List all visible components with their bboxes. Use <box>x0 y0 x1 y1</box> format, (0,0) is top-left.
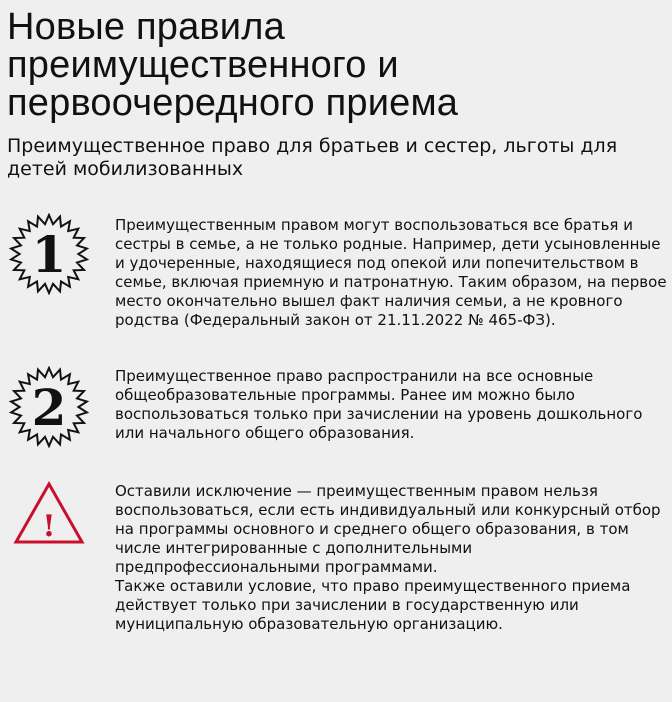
rule-item-2 <box>0 362 672 472</box>
warning-exclamation: ! <box>42 509 56 544</box>
badge-number-1: 1 <box>31 225 67 284</box>
title-line-3: первоочередного приема <box>7 82 459 124</box>
rule-item-1 <box>0 213 672 363</box>
rule-text-3-extra: Также оставили условие, что право преимущественного приема действует только при зачислении в государственную или муниципальную образовательную организацию. <box>115 577 631 633</box>
rule-text-3: Оставили исключение — преимущественным правом нельзя воспользоваться, если есть индивидуальный или конкурсный отбор на программы основного и среднего общего образования, в том числе интегрированные с дополнительными предпрофессиональными программами. <box>115 482 661 576</box>
title-line-1: Новые правила <box>7 6 285 48</box>
page-title <box>7 8 667 122</box>
warning-triangle-icon <box>12 480 86 546</box>
rule-text-1: Преимущественным правом могут воспользоваться все братья и сестры в семье, а не только родные. Например, дети усыновленные и удочеренные, находящиеся под опекой или попечительством в семье, включая приемную и патронатную. Таким образом, на первое место окончательно вышел факт наличия семьи, а не кровного родства (Федеральный закон от 21.11.2022 № 465-ФЗ). <box>115 216 667 329</box>
starburst-badge-icon <box>8 366 90 448</box>
page-subtitle: Преимущественное право для братьев и сестер, льготы для детей мобилизованных <box>7 135 618 180</box>
starburst-badge-icon <box>8 213 90 295</box>
rule-item-3 <box>0 478 672 693</box>
title-line-2: преимущественного и <box>7 44 399 86</box>
badge-number-2: 2 <box>31 378 67 437</box>
rule-text-3-block <box>115 482 667 634</box>
rule-text-2: Преимущественное право распространили на все основные общеобразовательные программы. Ранее им можно было воспользоваться только при зачислении на уровень дошкольного или начального общего образования. <box>115 367 643 442</box>
